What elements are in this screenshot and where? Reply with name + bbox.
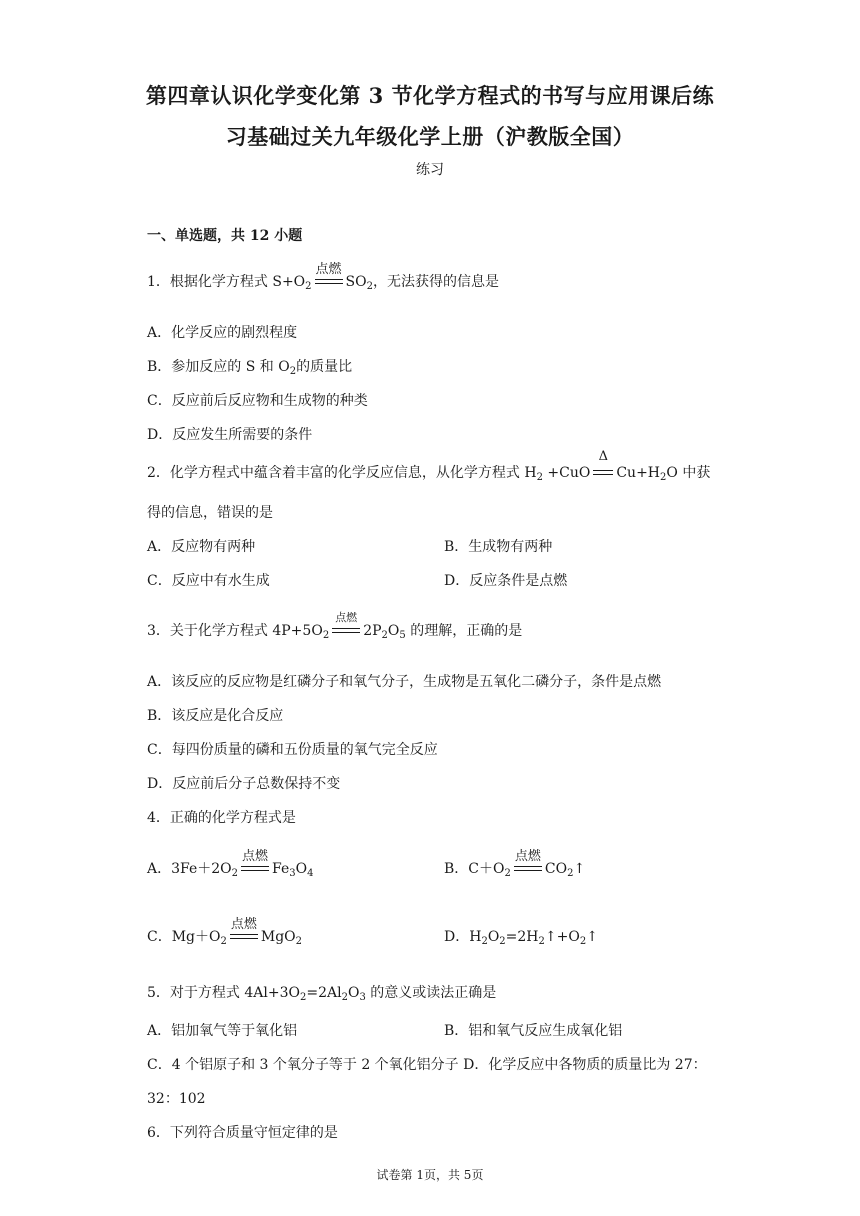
reaction-condition: 点燃 xyxy=(511,861,545,877)
question-4-stem: 4．正确的化学方程式是 xyxy=(147,810,296,826)
question-5-option-cd: C．4 个铝原子和 3 个氧分子等于 2 个氧化铝分子 D．化学反应中各物质的质量比为 27： xyxy=(147,1057,707,1073)
question-2-option-a: A．反应物有两种 xyxy=(147,539,256,555)
question-3-option-c: C．每四份质量的磷和五份质量的氧气完全反应 xyxy=(147,742,438,758)
page-subtitle: 练习 xyxy=(416,162,444,178)
question-1-option-c: C．反应前后反应物和生成物的种类 xyxy=(147,393,368,409)
page-footer: 试卷第 1页，共 5页 xyxy=(376,1168,484,1182)
question-3-option-a: A．该反应的反应物是红磷分子和氧气分子，生成物是五氧化二磷分子，条件是点燃 xyxy=(147,674,662,690)
question-5-option-b: B．铝和氧气反应生成氧化铝 xyxy=(444,1023,623,1039)
question-4-option-b: B．$C+O_2$ 点燃 $CO_2↑$ xyxy=(444,849,586,879)
reaction-condition: 点燃 xyxy=(329,623,363,639)
question-5-option-a: A．铝加氧气等于氧化铝 xyxy=(147,1023,298,1039)
question-3-option-d: D．反应前后分子总数保持不变 xyxy=(147,776,341,792)
page-title-line2: 习基础过关九年级化学上册（沪教版全国） xyxy=(225,124,635,149)
question-4-option-c: C．$Mg+O_2$ 点燃 MgO$_2$ xyxy=(147,917,303,947)
question-1-stem: 1．根据化学方程式 $S+O_2$ 点燃 $SO_2$，无法获得的信息是 xyxy=(147,262,499,292)
question-3-option-b: B．该反应是化合反应 xyxy=(147,708,284,724)
question-2-option-c: C．反应中有水生成 xyxy=(147,573,270,589)
question-2-stem: 2．化学方程式中蕴含着丰富的化学反应信息，从化学方程式 $H_2 +CuO$ Δ $Cu+H_2O$ 中获 xyxy=(147,449,711,483)
question-6-stem: 6．下列符合质量守恒定律的是 xyxy=(147,1125,338,1141)
question-5-option-d-cont: 32：102 xyxy=(147,1091,206,1107)
reaction-condition: 点燃 xyxy=(312,274,346,290)
question-1-option-a: A．化学反应的剧烈程度 xyxy=(147,325,298,341)
reaction-condition: Δ xyxy=(590,465,616,481)
question-2-option-b: B．生成物有两种 xyxy=(444,539,553,555)
question-1-option-b: B．参加反应的 S 和 $O_2$的质量比 xyxy=(147,359,353,377)
question-1-option-d: D．反应发生所需要的条件 xyxy=(147,427,313,443)
reaction-condition: 点燃 xyxy=(227,929,261,945)
question-4-option-a: A．$3Fe+2O_2$ 点燃 $Fe_3O_4$ xyxy=(147,849,314,879)
question-2-option-d: D．反应条件是点燃 xyxy=(444,573,568,589)
question-2-stem-cont: 得的信息，错误的是 xyxy=(147,505,273,521)
reaction-condition: 点燃 xyxy=(238,861,272,877)
question-4-option-d: D．$H_2O_2=2H_2↑+O_2↑$ xyxy=(444,929,598,947)
page-title-line1: 第四章认识化学变化第 3 节化学方程式的书写与应用课后练 xyxy=(145,83,715,108)
question-3-stem: 3．关于化学方程式 $4P+5O_2$ 点燃 $2P_2O_5$ 的理解，正确的是 xyxy=(147,611,523,641)
question-5-stem: 5．对于方程式 $4Al+3O_2=2Al_2O_3$ 的意义或读法正确是 xyxy=(147,985,497,1003)
section-heading: 一、单选题，共 12 小题 xyxy=(147,228,303,244)
